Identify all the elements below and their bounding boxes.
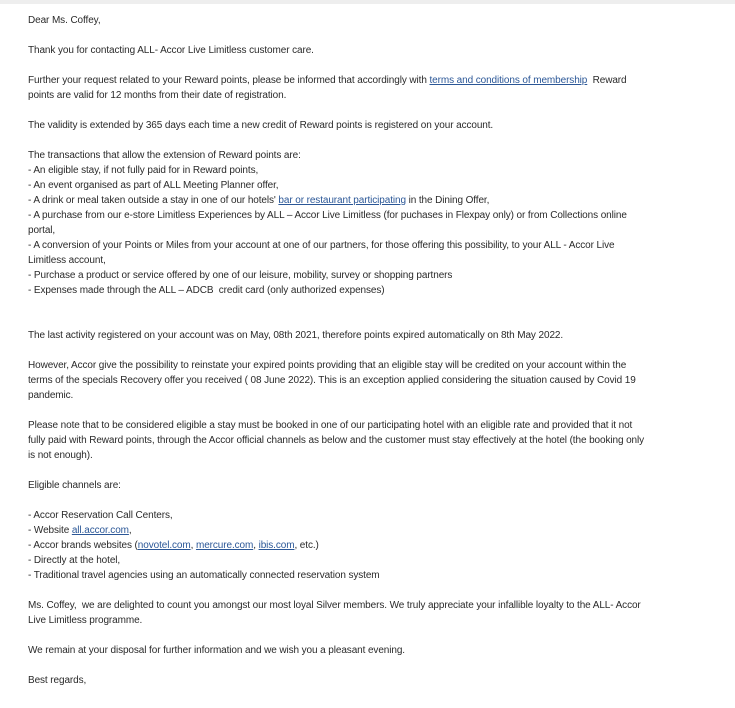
further-paragraph bbox=[28, 73, 708, 88]
email-body bbox=[28, 13, 708, 688]
greeting: Dear Ms. Coffey, bbox=[28, 15, 101, 26]
however-paragraph-line2: terms of the specials Recovery offer you received ( 08 June 2022). This is an exception applied considering the situation caused by Covid 19 bbox=[28, 375, 636, 386]
transaction-item-cont: portal, bbox=[28, 225, 56, 236]
transaction-item-text: - A drink or meal taken outside a stay in one of our hotels' bbox=[28, 195, 279, 206]
separator: , bbox=[253, 540, 259, 551]
note-paragraph-line3: is not enough). bbox=[28, 450, 93, 461]
last-activity-paragraph: The last activity registered on your account was on May, 08th 2021, therefore points expired automatically on 8th May 2022. bbox=[28, 330, 564, 341]
transaction-item: - A conversion of your Points or Miles from your account at one of our partners, for those offering this possibility, to your ALL - Accor Live bbox=[28, 240, 615, 251]
transactions-intro: The transactions that allow the extension of Reward points are: bbox=[28, 150, 301, 161]
transaction-item: - Purchase a product or service offered by one of our leisure, mobility, survey or shopping partners bbox=[28, 270, 453, 281]
loyal-paragraph-line2: Live Limitless programme. bbox=[28, 615, 143, 626]
ibis-link[interactable]: ibis.com bbox=[258, 540, 295, 551]
thanks-paragraph: Thank you for contacting ALL- Accor Live Limitless customer care. bbox=[28, 45, 314, 56]
note-paragraph: Please note that to be considered eligible a stay must be booked in one of our participating hotel with an eligible rate and provided that it not bbox=[28, 420, 633, 431]
mercure-link[interactable]: mercure.com bbox=[195, 540, 254, 551]
dining-link[interactable]: bar or restaurant participating bbox=[278, 195, 406, 206]
channel-item-text: - Website bbox=[28, 525, 72, 536]
channels-intro: Eligible channels are: bbox=[28, 480, 121, 491]
further-paragraph-line2: points are valid for 12 months from their date of registration. bbox=[28, 90, 287, 101]
novotel-link[interactable]: novotel.com bbox=[137, 540, 191, 551]
channel-item bbox=[28, 523, 708, 538]
channel-item bbox=[28, 538, 708, 553]
channel-item: - Traditional travel agencies using an automatically connected reservation system bbox=[28, 570, 380, 581]
loyal-paragraph: Ms. Coffey, we are delighted to count you amongst our most loyal Silver members. We truly appreciate your infallible loyalty to the ALL- Accor bbox=[28, 600, 641, 611]
transaction-item-cont: Limitless account, bbox=[28, 255, 106, 266]
channel-item-text-after: , etc.) bbox=[294, 540, 319, 551]
transaction-item-text-after: in the Dining Offer, bbox=[405, 195, 490, 206]
further-text: Further your request related to your Reward points, please be informed that accordingly with bbox=[28, 75, 430, 86]
all-accor-link[interactable]: all.accor.com bbox=[71, 525, 129, 536]
top-border bbox=[0, 0, 735, 4]
terms-link[interactable]: terms and conditions of membership bbox=[429, 75, 588, 86]
disposal-paragraph: We remain at your disposal for further information and we wish you a pleasant evening. bbox=[28, 645, 405, 656]
separator: , bbox=[190, 540, 196, 551]
transaction-item: - Expenses made through the ALL – ADCB credit card (only authorized expenses) bbox=[28, 285, 385, 296]
channel-item-text: - Accor brands websites ( bbox=[28, 540, 138, 551]
further-text-after: Reward bbox=[587, 75, 627, 86]
signoff: Best regards, bbox=[28, 675, 87, 686]
however-paragraph: However, Accor give the possibility to reinstate your expired points providing that an eligible stay will be credited on your account within the bbox=[28, 360, 627, 371]
transaction-item: - An eligible stay, if not fully paid for in Reward points, bbox=[28, 165, 259, 176]
channel-item: - Directly at the hotel, bbox=[28, 555, 121, 566]
transaction-item: - An event organised as part of ALL Meeting Planner offer, bbox=[28, 180, 279, 191]
transaction-item: - A purchase from our e-store Limitless Experiences by ALL – Accor Live Limitless (for puchases in Flexpay only) or from Collections online bbox=[28, 210, 627, 221]
transaction-item bbox=[28, 193, 708, 208]
validity-paragraph: The validity is extended by 365 days each time a new credit of Reward points is registered on your account. bbox=[28, 120, 494, 131]
note-paragraph-line2: fully paid with Reward points, through the Accor official channels as below and the customer must stay effectively at the hotel (the booking only bbox=[28, 435, 645, 446]
however-paragraph-line3: pandemic. bbox=[28, 390, 74, 401]
channel-item-text-after: , bbox=[128, 525, 132, 536]
channel-item: - Accor Reservation Call Centers, bbox=[28, 510, 173, 521]
